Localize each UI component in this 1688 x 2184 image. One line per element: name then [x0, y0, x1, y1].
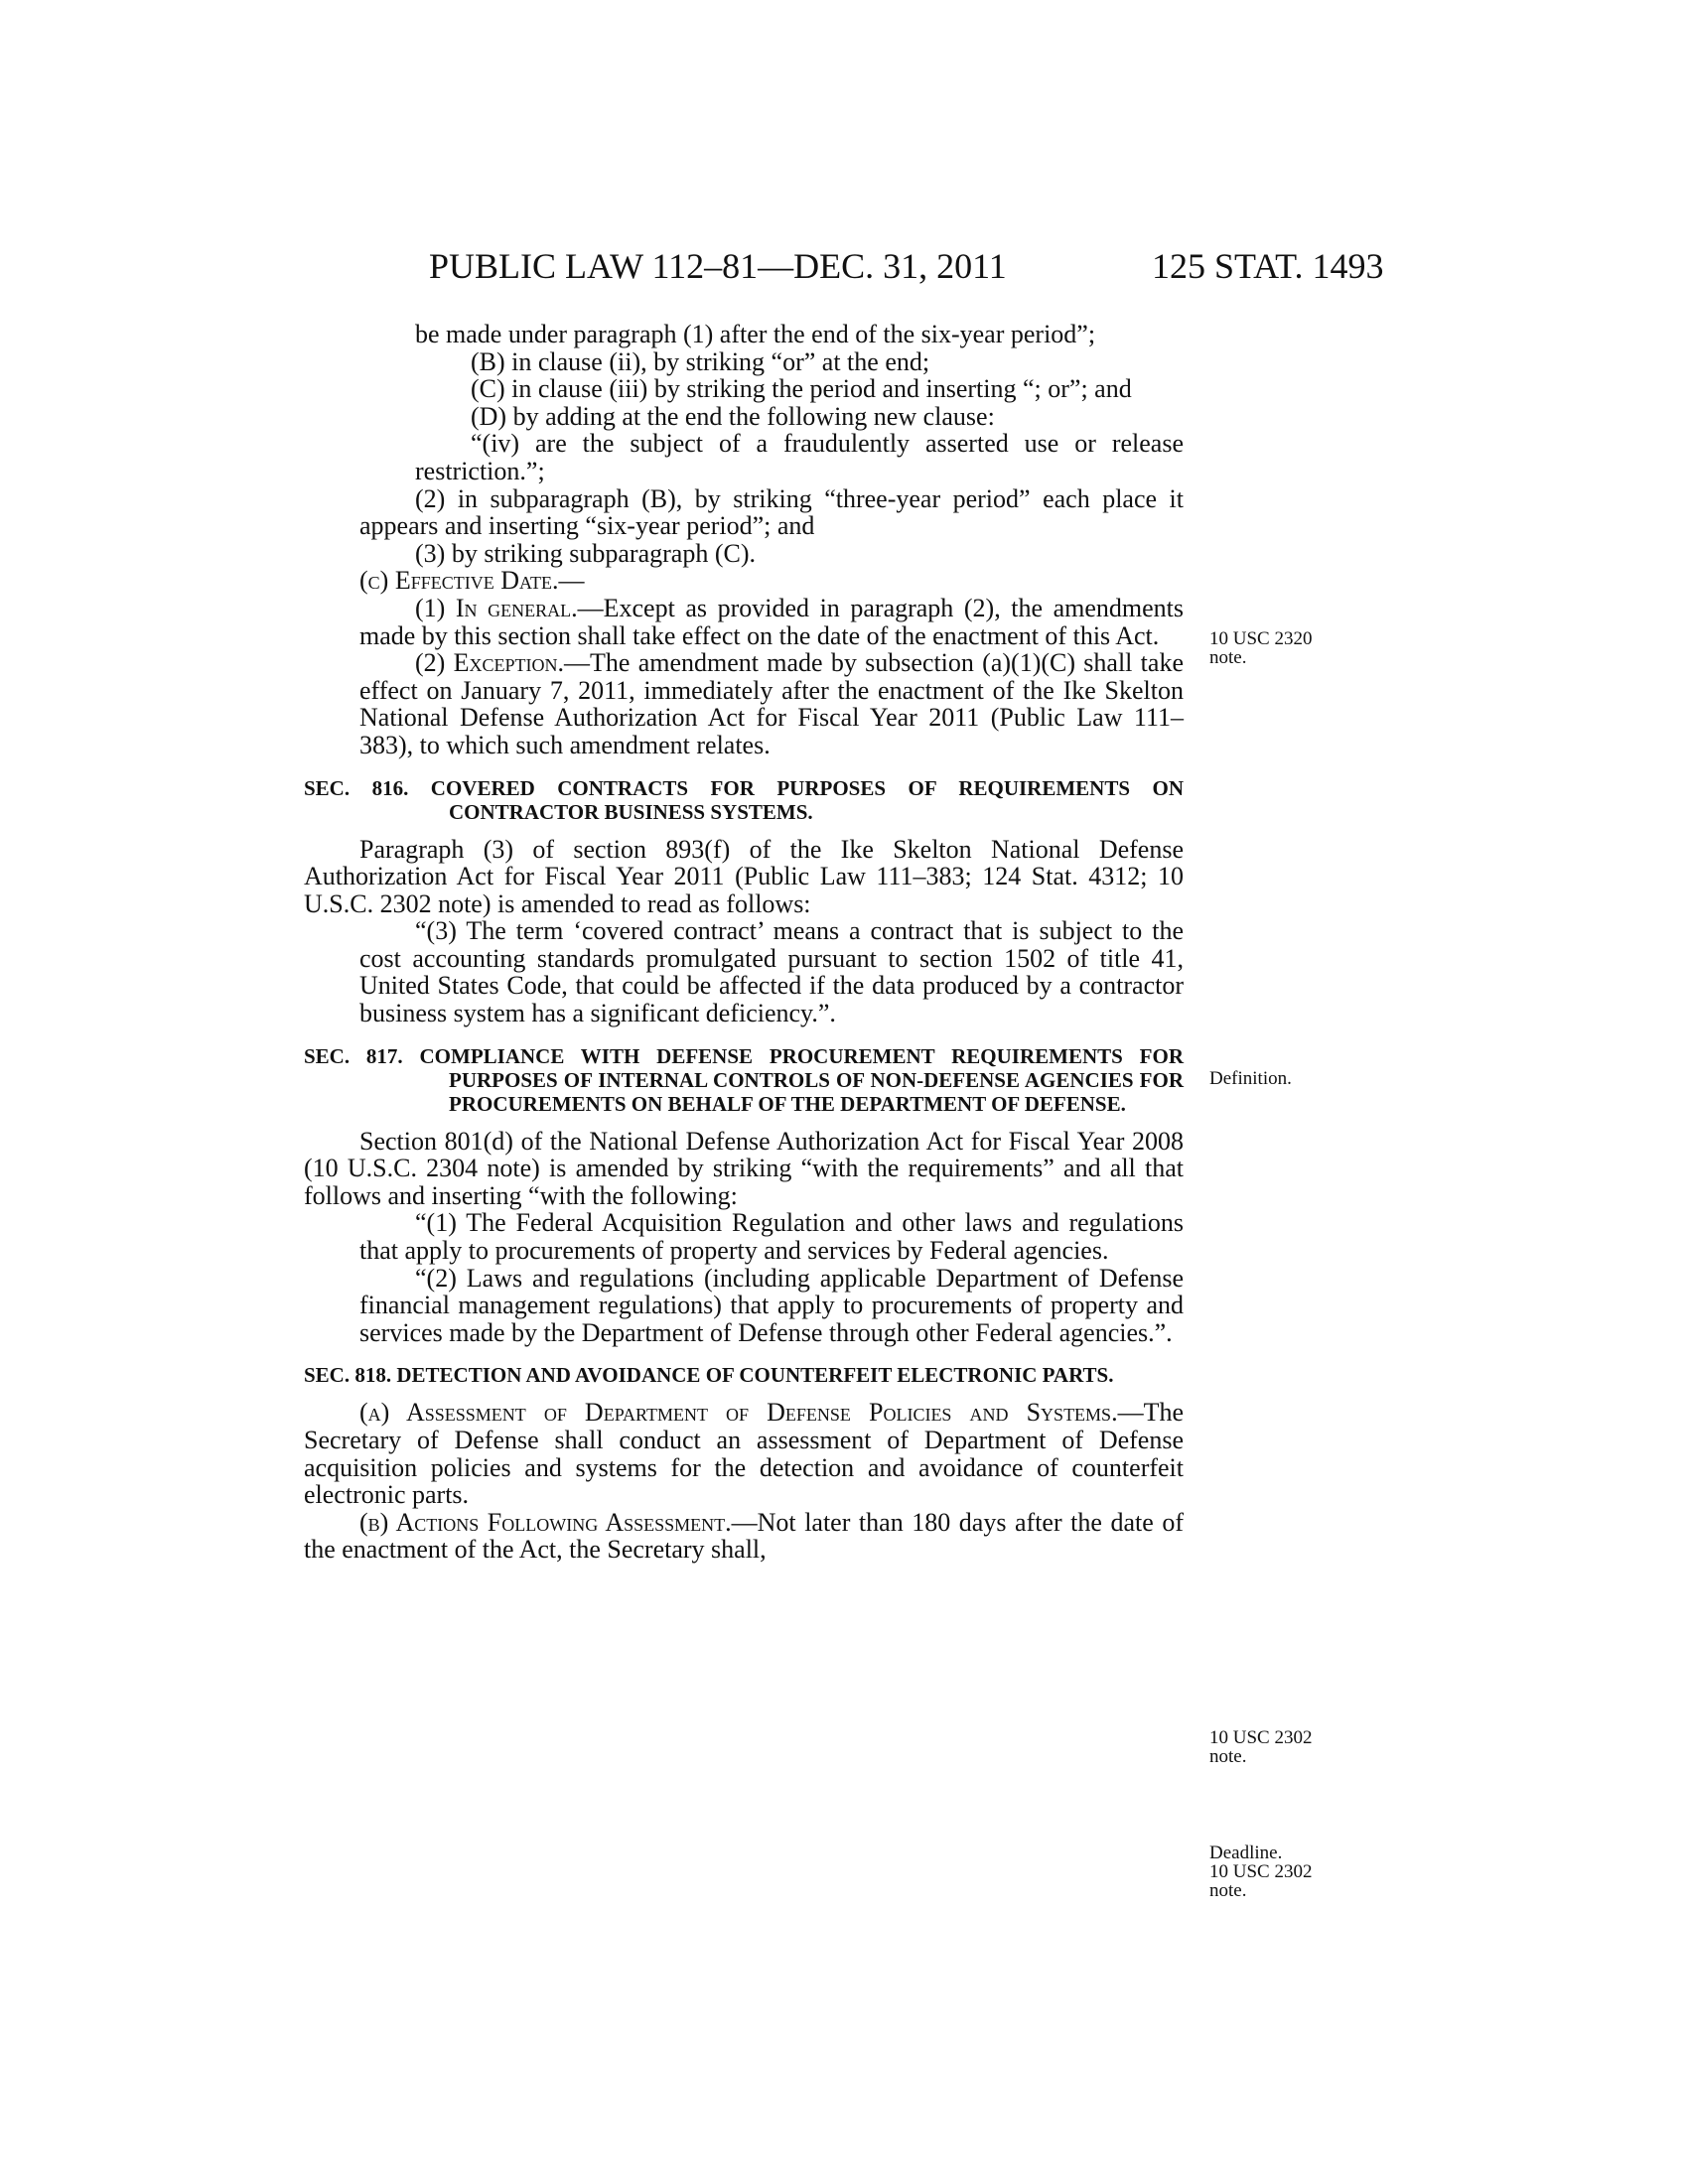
- margin-note-line: note.: [1209, 1880, 1247, 1901]
- subsection-a-assessment: [304, 1399, 1184, 1508]
- margin-note-line: Deadline.: [1209, 1843, 1283, 1863]
- exception-text: —The amendment made by subsection (a)(1)(C) shall take effect on January 7, 2011, immediately after the enactment of the Ike Skelton National Defense Authorization Act for Fiscal Year 2011 (Public Law 111–383), to which such amendment relates.: [359, 648, 1184, 759]
- subsection-c-heading: (c) Effective Date.: [359, 566, 559, 596]
- margin-note-line: 10 USC 2302: [1209, 1861, 1313, 1882]
- section-817-heading: SEC. 817. COMPLIANCE WITH DEFENSE PROCUREMENT REQUIREMENTS FOR PURPOSES OF INTERNAL CONTROLS OF NON-DEFENSE AGENCIES FOR PROCUREMENTS ON BEHALF OF THE DEPARTMENT OF DEFENSE.: [304, 1043, 1184, 1116]
- margin-note-line: 10 USC 2302: [1209, 1727, 1313, 1748]
- exception-heading: (2) Exception.: [415, 648, 564, 678]
- margin-note-line: note.: [1209, 1746, 1247, 1767]
- margin-note-line: Definition.: [1209, 1068, 1292, 1089]
- margin-note-line: note.: [1209, 647, 1247, 668]
- actions-heading: (b) Actions Following Assessment.: [359, 1507, 732, 1537]
- subsection-c-dash: —: [558, 566, 585, 596]
- in-general-text: —Except as provided in paragraph (2), the amendments made by this section shall take effect on the date of the enactment of this Act.: [359, 593, 1184, 650]
- amendment-item-3: (3) by striking subparagraph (C).: [415, 538, 756, 568]
- covered-contract-definition: “(3) The term ‘covered contract’ means a contract that is subject to the cost accounting standards promulgated pursuant to section 1502 of title 41, United States Code, that could be affected if the data produced by a contractor business system has a significant deficiency.”.: [359, 916, 1184, 1028]
- paragraph-continuation: be made under paragraph (1) after the end of the six-year period”;: [415, 320, 1096, 348]
- subsection-c: [304, 567, 1184, 595]
- clause-d: (D) by adding at the end the following new clause:: [471, 401, 995, 431]
- clause-b: (B) in clause (ii), by striking “or” at the end;: [471, 346, 930, 376]
- section-818-heading: SEC. 818. DETECTION AND AVOIDANCE OF COUNTERFEIT ELECTRONIC PARTS.: [304, 1363, 1114, 1388]
- section-816-text: Paragraph (3) of section 893(f) of the Ike Skelton National Defense Authorization Act for Fiscal Year 2011 (Public Law 111–383; 124 Stat. 4312; 10 U.S.C. 2302 note) is amended to read as follows:: [304, 834, 1184, 918]
- margin-note-line: 10 USC 2320: [1209, 628, 1313, 649]
- clause-c: (C) in clause (iii) by striking the period and inserting “; or”; and: [471, 374, 1132, 404]
- margin-note-definition: [1209, 1069, 1358, 1088]
- assessment-text: —The Secretary of Defense shall conduct an assessment of Department of Defense acquisition policies and systems for the detection and avoidance of counterfeit electronic parts.: [304, 1398, 1184, 1510]
- new-clause-iv: “(iv) are the subject of a fraudulently asserted use or release restriction.”;: [415, 429, 1184, 485]
- assessment-heading: (a) Assessment of Department of Defense Policies and Systems.: [359, 1398, 1118, 1428]
- margin-note-deadline: [1209, 1843, 1358, 1900]
- margin-note-usc-2302: [1209, 1728, 1358, 1766]
- section-816-heading: SEC. 816. COVERED CONTRACTS FOR PURPOSES OF REQUIREMENTS ON CONTRACTOR BUSINESS SYSTEMS.: [304, 775, 1184, 824]
- subsection-b-actions: [304, 1509, 1184, 1564]
- amendment-item-2: (2) in subparagraph (B), by striking “three-year period” each place it appears and inserting “six-year period”; and: [359, 483, 1184, 541]
- running-header-right: 125 STAT. 1493: [1152, 246, 1384, 286]
- margin-note-usc-2320: [1209, 629, 1358, 667]
- running-header-left: PUBLIC LAW 112–81—DEC. 31, 2011: [429, 246, 1007, 286]
- in-general-heading: (1) In general.: [415, 593, 578, 622]
- section-817-text: Section 801(d) of the National Defense Authorization Act for Fiscal Year 2008 (10 U.S.C. 2304 note) is amended by striking “with the requirements” and all that follows and inserting “with the following:: [304, 1126, 1184, 1210]
- paragraph-in-general: [304, 595, 1184, 649]
- statute-body: [304, 321, 1184, 1564]
- paragraph-exception: [304, 649, 1184, 758]
- actions-text: —Not later than 180 days after the date of the enactment of the Act, the Secretary shall,: [304, 1507, 1185, 1565]
- section-817-item-1: “(1) The Federal Acquisition Regulation and other laws and regulations that apply to procurements of property and services by Federal agencies.: [359, 1208, 1184, 1266]
- section-817-item-2: “(2) Laws and regulations (including applicable Department of Defense financial management regulations) that apply to procurements of property and services made by the Department of Defense through other Federal agencies.”.: [359, 1263, 1184, 1347]
